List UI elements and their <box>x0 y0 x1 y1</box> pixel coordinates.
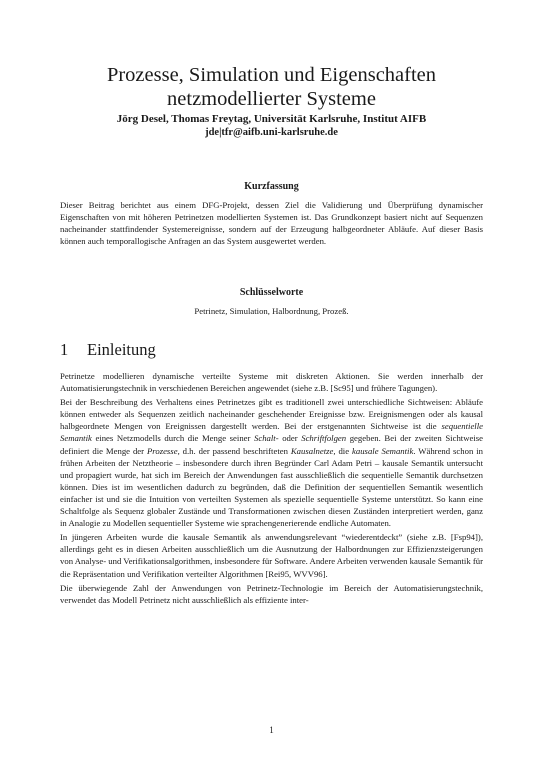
title-line-1: Prozesse, Simulation und Eigenschaften <box>106 64 437 86</box>
p2-text-c: eines Netzmodells durch die Menge seiner <box>91 433 254 444</box>
p2-emph-schalt: Schalt- <box>254 433 279 444</box>
paragraph-1: Petrinetze modellieren dynamische verteilte Systeme mit diskreten Aktionen. Sie werden innerhalb der Automatisierungstechnik in verschiedenen Bereichen angewendet (siehe z.B. [Sc95] und frühere Tagungen). <box>60 371 483 394</box>
keywords-heading: Schlüsselworte <box>239 287 304 298</box>
section-number: 1 <box>60 340 69 359</box>
p2-emph-schriftfolgen: Schriftfolgen <box>301 433 347 444</box>
p2-emph-prozesse: Prozesse <box>146 445 178 456</box>
section-title: Einleitung <box>87 340 156 359</box>
title-line-2: netzmodellierter Systeme <box>167 88 376 110</box>
paper-title <box>40 63 503 111</box>
abstract-text: Dieser Beitrag berichtet aus einem DFG-Projekt, dessen Ziel die Validierung und Überprüfung dynamischer Eigenschaften von mit höheren Petrinetzen modellierten Systemen ist. Das Grundkonzept basiert nicht auf Sequenzen nacheinander stattfindender Systemereignisse, sondern auf der Erzeugung halbgeordneter Abläufe. Auf dieser Basis können auch temporallogische Anfragen an das System ausgewertet werden. <box>60 200 483 247</box>
body-text <box>60 370 483 608</box>
p2-text-a: Bei der Beschreibung des Verhaltens eines Petrinetzes gibt es traditionell zwei unterschiedliche Sichtweisen: Abläufe können entweder als Sequenzen zeitlich nacheinander geschehender Ereignisse bzw. Ereignismengen oder als kausal halbgeordnete Mengen von Ereignissen dargestellt werden. Bei der erstgenannten Sichtweise ist die <box>60 397 483 432</box>
p2-emph-kausale-semantik: kausale Semantik <box>352 445 414 456</box>
author-email: jde|tfr@aifb.uni-karlsruhe.de <box>205 127 338 138</box>
paragraph-2 <box>60 396 483 529</box>
p2-text-i: , d.h. der passend beschrifteten <box>177 445 291 456</box>
p2-emph-kausalnetze: Kausalnetze <box>290 445 334 456</box>
keywords-text: Petrinetz, Simulation, Halbordnung, Prozeß. <box>194 306 349 316</box>
section-heading <box>60 340 156 360</box>
paragraph-3: In jüngeren Arbeiten wurde die kausale Semantik als anwendungsrelevant “wiederentdeckt” (siehe z.B. [Fsp94]), allerdings geht es in diesen Arbeiten ausschließlich um die Ausnutzung der Halbordnungen zur Effizienzsteigerungen von Analyse- und Verifikationsalgorithmen, insbesondere für Software. Andere Arbeiten verwenden kausale Semantik für die Repräsentation und Verifikation verteilter Algorithmen [Rei95, WVV96]. <box>60 532 483 579</box>
p2-text-m: . Während schon in frühen Arbeiten der Netztheorie – insbesondere durch ihren Begründer Carl Adam Petri – kausale Semantik untersucht und propagiert wurde, hat sich im Bereich der Anwendungen fast ausschließlich die sequentielle Semantik durchsetzen können. Dies ist im wesentlichen dadurch zu begründen, daß die Definition der sequentiellen Semantik wesentlich einfacher ist und sie die Intuition von verteilten Systemen als spezielle sequentielle Systeme unterstützt. So kann eine Schaltfolge als Sequenz globaler Zustände und Transformationen zwischen diesen Zuständen interpretiert werden, ganz in Analogie zu Modellen sequentieller Systeme wie sprachengenerierende endliche Automaten. <box>60 445 483 529</box>
abstract-heading: Kurzfassung <box>244 181 299 192</box>
p2-text-e: oder <box>278 433 302 444</box>
authors: Jörg Desel, Thomas Freytag, Universität Karlsruhe, Institut AIFB <box>116 113 427 125</box>
page-number: 1 <box>269 725 274 735</box>
p2-text-g: gegeben. Bei der zweiten Sichtweise definiert die Menge der <box>60 433 483 456</box>
p2-text-k: , die <box>333 445 353 456</box>
paragraph-4: Die überwiegende Zahl der Anwendungen von Petrinetz-Technologie im Bereich der Automatisierungstechnik, verwendet das Modell Petrinetz nicht ausschließlich als effiziente inter- <box>60 582 483 605</box>
p2-emph-sequentielle-semantik: sequentielle Semantik <box>60 421 483 444</box>
